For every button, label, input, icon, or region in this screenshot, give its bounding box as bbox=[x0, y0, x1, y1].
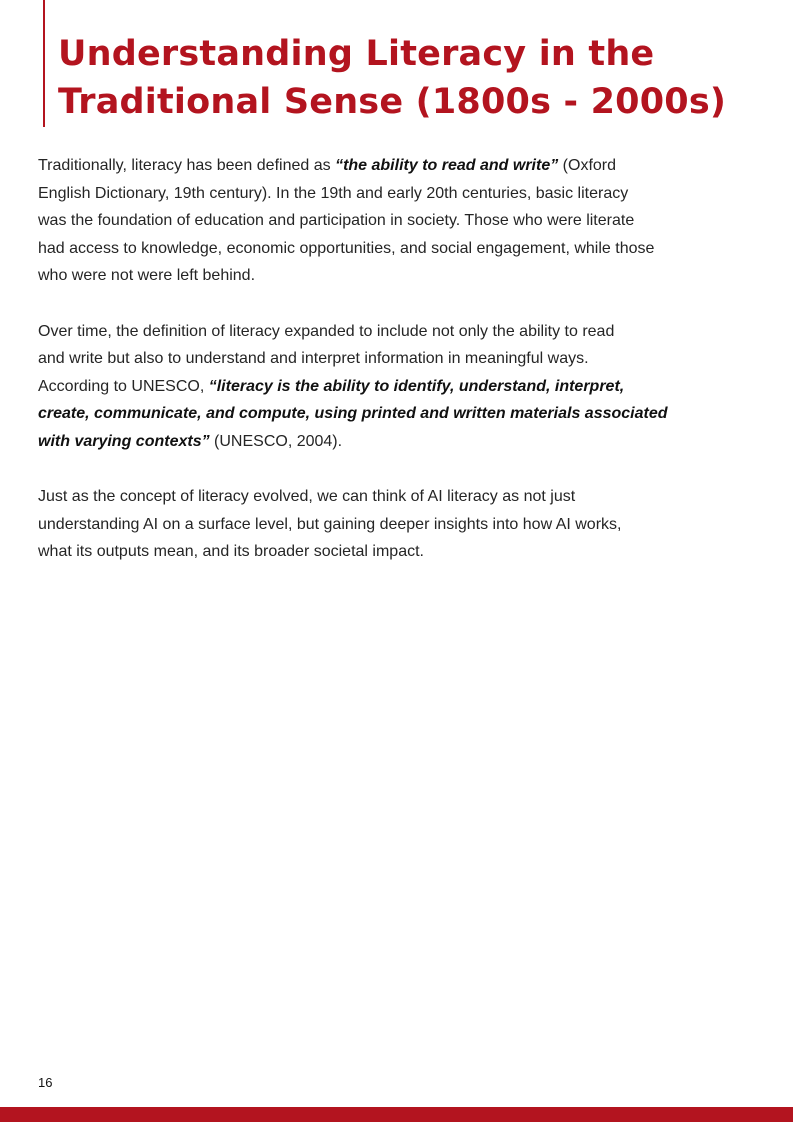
text-run: Over time, the definition of literacy expanded to include not only the ability to read bbox=[38, 322, 615, 340]
text-run: and write but also to understand and interpret information in meaningful ways. bbox=[38, 350, 589, 368]
text-line bbox=[38, 483, 768, 511]
text-line bbox=[38, 428, 768, 456]
text-line bbox=[38, 152, 768, 180]
body-text bbox=[38, 152, 768, 594]
text-run: According to UNESCO, bbox=[38, 377, 209, 395]
quote-run: “the ability to read and write” bbox=[335, 157, 559, 174]
text-line bbox=[38, 180, 768, 208]
text-run: who were not were left behind. bbox=[38, 267, 256, 285]
text-line bbox=[38, 373, 768, 401]
text-line bbox=[38, 318, 768, 346]
footer-accent-bar bbox=[0, 1107, 793, 1122]
text-run: what its outputs mean, and its broader societal impact. bbox=[38, 543, 424, 561]
paragraph-3 bbox=[38, 483, 768, 566]
text-line bbox=[38, 262, 768, 290]
page-number: 16 bbox=[38, 1075, 53, 1090]
quote-run: “literacy is the ability to identify, understand, interpret, bbox=[208, 377, 625, 395]
text-line bbox=[38, 207, 768, 235]
title-accent-rule bbox=[43, 0, 45, 127]
text-run: (Oxford bbox=[558, 157, 617, 174]
text-run: Just as the concept of literacy evolved, we can think of AI literacy as not just bbox=[38, 488, 576, 506]
text-run: was the foundation of education and participation in society. Those who were literate bbox=[38, 212, 635, 230]
text-line bbox=[38, 538, 768, 566]
page-title-line-1: Understanding Literacy in the bbox=[58, 34, 655, 74]
page-title bbox=[58, 30, 778, 126]
text-run: (UNESCO, 2004). bbox=[209, 432, 343, 450]
page-title-line-2: Traditional Sense (1800s - 2000s) bbox=[58, 82, 727, 122]
text-line bbox=[38, 511, 768, 539]
text-line bbox=[38, 345, 768, 373]
text-line bbox=[38, 235, 768, 263]
paragraph-2 bbox=[38, 318, 768, 456]
text-run: understanding AI on a surface level, but gaining deeper insights into how AI works, bbox=[38, 515, 622, 533]
quote-run: create, communicate, and compute, using printed and written materials associated bbox=[38, 405, 668, 423]
text-run: English Dictionary, 19th century). In the 19th and early 20th centuries, basic literacy bbox=[38, 184, 629, 202]
quote-run: with varying contexts” bbox=[38, 432, 210, 450]
paragraph-1 bbox=[38, 152, 768, 290]
text-run: Traditionally, literacy has been defined as bbox=[38, 157, 336, 174]
text-run: had access to knowledge, economic opportunities, and social engagement, while those bbox=[38, 239, 655, 257]
text-line bbox=[38, 400, 768, 428]
